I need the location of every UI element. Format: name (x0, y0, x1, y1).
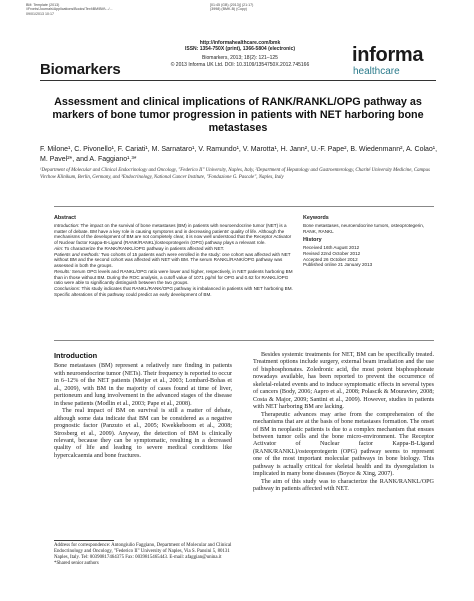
abstract-methods (54, 252, 294, 269)
publisher-division: healthcare (353, 66, 400, 77)
body-paragraph: Besides systemic treatments for NET, BM can be specifically treated. Treatment options include surgery, external beam irradiation and the use of bisphosphonates. Zoledronic acid, the most potent bisphosphonate nowadays available, has been reported to prevent the occurrence of skeletal-related events and to induce symptomatic effects in several types of cancers (Body, 2006; Aapro et al., 2008; Polascik & Mouraviev, 2008; Costa & Major, 2009; Santini et al., 2009). However, studies in patients with NET harboring BM are lacking. (253, 352, 434, 411)
production-line: (3998) (BMK-B) (Copy) (210, 7, 247, 12)
abstract-results (54, 269, 294, 286)
author-list: F. Milone¹, C. Pivonello¹, F. Cariati¹, M. Sarnataro¹, V. Ramundo¹, V. Marotta¹, H. Jann², U.-F. Pape², B. Wiedenmann², A. Colao¹, M. Pavel²*, and A. Faggiano¹,³* (40, 146, 438, 163)
footnote-divider (54, 540, 114, 541)
shared-authors-note: *Shared senior authors (54, 561, 99, 567)
body-paragraph: Bone metastases (BM) represent a relatively rare finding in patients with neuroendocrine tumor (NETs). Their frequency is reported to occur in 6–12% of the NET patients (Meijer et al., 2003; Lombard-Bohas et al., 2009), with BM in the majority of cases found at time of liver, peritoneum and lung involvement in the advanced stages of the disease in these patients (Modlin et al., 2003; Pape et al., 2008). (54, 363, 232, 407)
article-sidebar (303, 216, 433, 272)
correspondence-note: Address for correspondence: Antongiulio Faggiano, Department of Molecular and Clinical Endocrinology and Oncology, "Federico II" University of Naples, Via S. Pansini 5, 80131 Naples, Italy. Tel: 00390817464375 Fax: 0039815465443. E-mail: afaggian@unina.it (54, 543, 232, 561)
journal-url[interactable]: http://informahealthcare.com/bmk (199, 40, 281, 46)
abstract-divider (54, 206, 434, 207)
article-title: Assessment and clinical implications of RANK/RANKL/OPG pathway as markers of bone tumor progression in patients with NET harboring bone metastases (52, 96, 424, 134)
history-line: Published online 21 January 2013 (303, 262, 373, 268)
production-line: \\Fronts\Journals\Applications\Books\Text\BM\BM\.../... (26, 7, 113, 12)
history-line: Received 16th August 2012 (303, 245, 360, 250)
body-paragraph: The aim of this study was to characterize the RANK/RANKL/OPG pathway in patients affected with NET. (253, 478, 434, 493)
abstract-label: Patients and methods: (54, 251, 100, 257)
journal-citation: Biomarkers, 2013; 18(2): 121–125 (202, 55, 278, 62)
abstract-label: Aim: (54, 245, 64, 251)
section-heading: Introduction (54, 351, 98, 360)
production-info-left (26, 3, 196, 16)
production-line: BM: Template (2013) (26, 3, 60, 7)
body-paragraph: The real impact of BM on survival is still a matter of debate, although some data indicate that BM can be considered as a negative prognostic factor (Panzuto et al., 2005; Kwekkeboom et al., 2008; Strosberg et al., 2009). Anyway, the detection of BM is clinically relevant, because they can be symptomatic, resulting in a decreased quality of life and leading to severe medical conditions like hypercalcaemia and bone fractures. (54, 408, 232, 459)
history-line: Accepted 26 October 2012 (303, 256, 358, 262)
publisher-logo: informa (352, 44, 424, 66)
abstract-text: Serum OPG levels and RANKL/OPG ratio were lower and higher, respectively, in NET patients harboring BM than in those without BM. During the ROC analysis, a cutoff value of 1071 pg/ml for OPG and 0.62 for RANKL/OPG ratio were able to significantly distinguish between the two groups. (54, 268, 293, 286)
production-line: 09/01/2013 10:17 (26, 11, 54, 16)
history-line: Revised 22nd October 2012 (303, 250, 361, 256)
journal-copyright: © 2013 Informa UK Ltd. DOI: 10.3109/1354750X.2012.745166 (170, 61, 310, 68)
body-divider (54, 340, 434, 341)
affiliations: ¹Department of Molecular and Clinical Endocrinology and Oncology, "Federico II" University, Naples, Italy, ²Department of Hepatology and Gastroenterology, Charité University Medicine, Campus Virchow Klinikum, Berlin, Germany, and ³Endocrinology, National Cancer Institute, "Fondazione G. Pascale", Naples, Italy (40, 168, 430, 180)
abstract-heading: Abstract (54, 215, 76, 221)
journal-issn: ISSN: 1354-750X (print), 1366-5804 (electronic) (184, 46, 296, 53)
footnote (54, 543, 234, 567)
body-column-right (253, 352, 434, 494)
abstract-text: Two cohorts of 15 patients each were enrolled in the study: one cohort was affected with NET without BM and the second cohort was affected with NET with BM. The serum RANKL/RANK/OPG pathway was assessed in both the groups. (54, 251, 291, 268)
abstract-text: The impact on the survival of bone metastases (BM) in patients with neuroendocrine tumor (NET) is a matter of debate. BM have a key role in causing symptoms and in decreasing patients' quality of life. Although the mechanisms of the development of BM are not completely clear, it is now well understood that the Receptor Activator of Nuclear factor Kappa-B-Ligand (RANK/RANKL)/osteoprotegerin (OPG) pathway plays a relevant role. (54, 222, 292, 245)
history-heading: History (303, 237, 322, 244)
keywords-heading: Keywords (303, 215, 329, 221)
abstract-text: This study indicates that RANKL/RANK/OPG pathway is imbalanced in patients with NET harboring BM. Specific alterations of this pathway could predict an early development of BM. (54, 286, 293, 297)
abstract (54, 216, 294, 298)
journal-header (140, 40, 340, 68)
body-paragraph: Therapeutic advances may arise from the comprehension of the mechanisms that are at the basis of bone metastases formation. The onset of BM in neoplastic patients is due to a complex mechanism that ensues between tumor cells and the bone micro-environment. The Receptor Activator of Nuclear factor Kappa-B-Ligand (RANK/RANKL)/osteoprotegerin (OPG) pathway seems to represent one of the most important molecular pathways in bone biology. This pathway is actually critical for skeletal health and its dysregulation is implicated in many bone diseases (Boyce & Xing, 2007). (253, 411, 434, 478)
body-column-left (54, 352, 232, 460)
production-line: [01:45 (GB) (2013)] (21:17) (210, 3, 254, 7)
history-block (303, 238, 433, 268)
keywords-text: Bone metastases, neuroendocrine tumors, osteoprotegerin, RANK, RANKL (303, 222, 425, 234)
abstract-label: Results: (54, 268, 71, 274)
abstract-label: Conclusions: (54, 286, 81, 291)
abstract-text: To characterize the RANK/RANKL/OPG pathway in patients affected with NET. (64, 245, 225, 251)
abstract-conclusions (54, 286, 294, 298)
abstract-introduction (54, 223, 294, 246)
journal-name: Biomarkers (40, 61, 121, 78)
production-info-right (210, 3, 330, 12)
keywords-block (303, 216, 433, 234)
abstract-label: Introduction: (54, 222, 80, 228)
header-divider (40, 80, 436, 81)
